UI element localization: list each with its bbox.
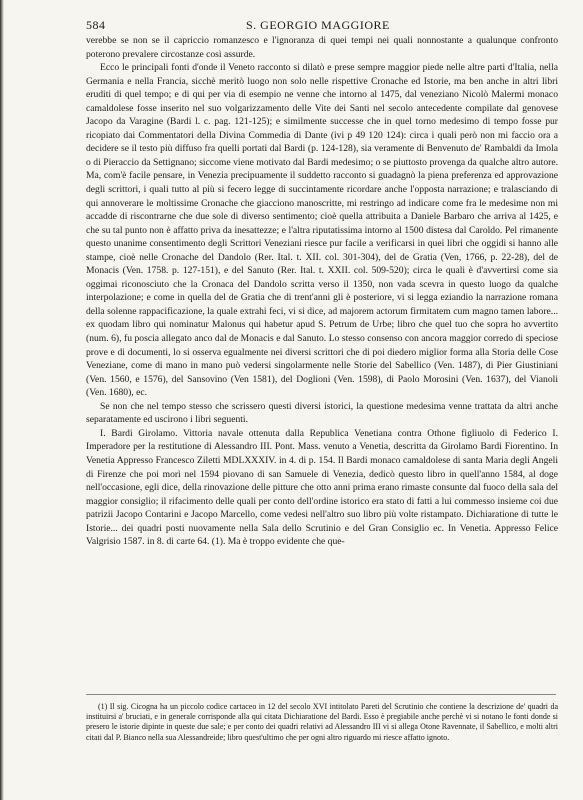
footnote-divider xyxy=(86,694,556,695)
page-header xyxy=(86,18,556,34)
main-text xyxy=(86,34,558,549)
paragraph-continuation: verebbe se non se il capriccio romanzesco e l'ignoranza di quei tempi nei quali nonnostante a qualunque confronto poterono prevalere circostanze così assurde. xyxy=(86,35,558,60)
footnote-text: (1) Il sig. Cicogna ha un piccolo codice cartaceo in 12 del secolo XVI intitolato Pareti del Scrutinio che contiene la descrizione de' quadri da instituirsi a' bruciati, e in generale corrisponde alla qui citata Dichiaratione del Bardi. Esso è pregiabile anche perchè vi si notano le fonti donde si presero le istorie dipinte in queste due sale; e per conto dei quadri relativi ad Alessandro III vi si allega Otone Ravennate, il Sabellico, e molti altri citati dal P. Bianco nella sua Alessandreide; libro quest'ultimo che per ogni altro riguardo mi riesce affatto ignoto. xyxy=(86,702,558,742)
paragraph-sources: Ecco le principali fonti d'onde il Veneto racconto si dilatò e prese sempre maggior piede nelle altre parti d'Italia, nella Germania e nella Francia, sicchè meritò luogo non solo nelle rispettive Cronache ed Istorie, ma ben anche in altri libri eruditi di quel tempo; e di qui per via di esempio ne venne che intorno al 1475, dal veneziano Nicolò Malermi monaco camaldolese fosse inserito nel suo volgarizzamento delle Vite dei Santi nel secolo antecedente compilate dal genovese Jacopo da Varagine (Bardi l. c. pag. 121-125); e similmente successe che in quel torno medesimo di tempo fosse pur ricopiato dai Commentatori della Divina Commedia di Dante (ivi p 49 120 124): circa i quali però non mi faccio ora a decidere se il testo più diffuso fra quelli portati dal Bardi (p. 124-128), sia veramente di Benvenuto de' Rambaldi da Imola o di Pieraccio da Settignano; siccome viene motivato dal Bardi medesimo; o se piuttosto provenga da qualche altro autore. Ma, com'è facile pensare, in Venezia precipuamente il suddetto racconto si guadagnò la piena preferenza ed approvazione degli scrittori, i quali tutto al più si fecero legge di succintamente ricordare anche l'opposta narrazione; e tralasciando di qui annoverare le moltissime Cronache che giacciono manoscritte, mi restringo ad indicare come fra le medesime non mi accadde di riscontrarne che due sole di diverso sentimento; cioè quella attribuita a Daniele Barbaro che arriva al 1425, e che su tal punto non è affatto priva da inesattezze; e l'altra riputatissima intorno al 1500 distesa dal Caroldo. Pel rimanente questo unanime consentimento degli Scrittori Veneziani riesce pur facile a verificarsi in quei libri che oggidì si hanno alle stampe, cioè nelle Cronache del Dandolo (Rer. Ital. t. XII. col. 301-304), del de Gratia (Ven, 1766, p. 22-28), del de Monacis (Ven. 1758. p. 127-151), e del Sanuto (Rer. Ital. t. XXII. col. 509-520); circa le quali è d'avvertirsi come sia oggimai riconosciuto che la Cronaca del Dandolo scritta verso il 1350, non vada scevra in questo luogo da qualche interpolazione; e come in quella del de Gratia che di trent'anni gli è posteriore, vi si legga eziandio la narrazione romana della solenne rappacificazione, la quale extrahi feci, vi si dice, ad majorem actorum firmitatem cum magno tamen labore... ex quodam libro qui nominatur Malonus qui habetur apud S. Petrum de Urbe; libro che quel tuo che sopra ho avvertito (num. 6), fu poscia allegato anco dal de Monacis e dal Sanuto. Lo stesso consenso con ancora maggior corredo di speciose prove e di documenti, lo si osserva egualmente nei diversi scrittori che di poi diedero miglior forma alla Storia delle Cose Veneziane, come di mano in mano può vedersi singolarmente nelle Storie del Sabellico (Ven. 1487), di Pier Giustiniani (Ven. 1560, e 1576), del Sansovino (Ven 1581), del Doglioni (Ven. 1598), di Paolo Morosini (Ven. 1637), del Vianoli (Ven. 1680), ec. xyxy=(86,62,558,399)
running-title: S. GEORGIO MAGGIORE xyxy=(246,18,390,32)
page-number: 584 xyxy=(86,18,106,32)
footnote xyxy=(86,702,558,743)
paragraph-separate-treatises: Se non che nel tempo stesso che scrissero questi diversi istorici, la questione medesima venne trattata da altri anche separatamente ed uscirono i libri seguenti. xyxy=(86,400,558,426)
paragraph-bardi-entry: I. Bardi Girolamo. Vittoria navale ottenuta dalla Republica Venetiana contra Othone figliuolo di Federico I. Imperadore per la restitutione di Alessandro III. Pont. Mass. venuto a Venetia, descritta da Girolamo Bardi Fiorentino. In Venetia Appresso Francesco Ziletti MDLXXXIV. in 4. di p. 154. Il Bardi monaco camaldolese di santa Maria degli Angeli di Firenze che poi morì nel 1594 piovano di san Samuele di Venezia, dedicò questo libro in quell'anno 1584, al doge nell'occasione, egli dice, della rinovazione delle pitture che otto anni prima erano rimaste consunte dal fuoco della sala del maggior consiglio; il rifacimento delle quali per conto dell'ordine istorico era stato di fatti a lui commesso insieme coi due patrizii Jacopo Contarini e Jacopo Marcello, come vedesi nell'altro suo libro più volte ristampato. Dichiaratione di tutte le Istorie... dei quadri posti nuovamente nella Sala dello Scrutinio e del Gran Consiglio ec. In Venetia. Appresso Felice Valgrisio 1587. in 8. di carte 64. (1). Ma è troppo evidente che que- xyxy=(86,427,558,548)
scan-edge-shadow xyxy=(0,0,4,800)
